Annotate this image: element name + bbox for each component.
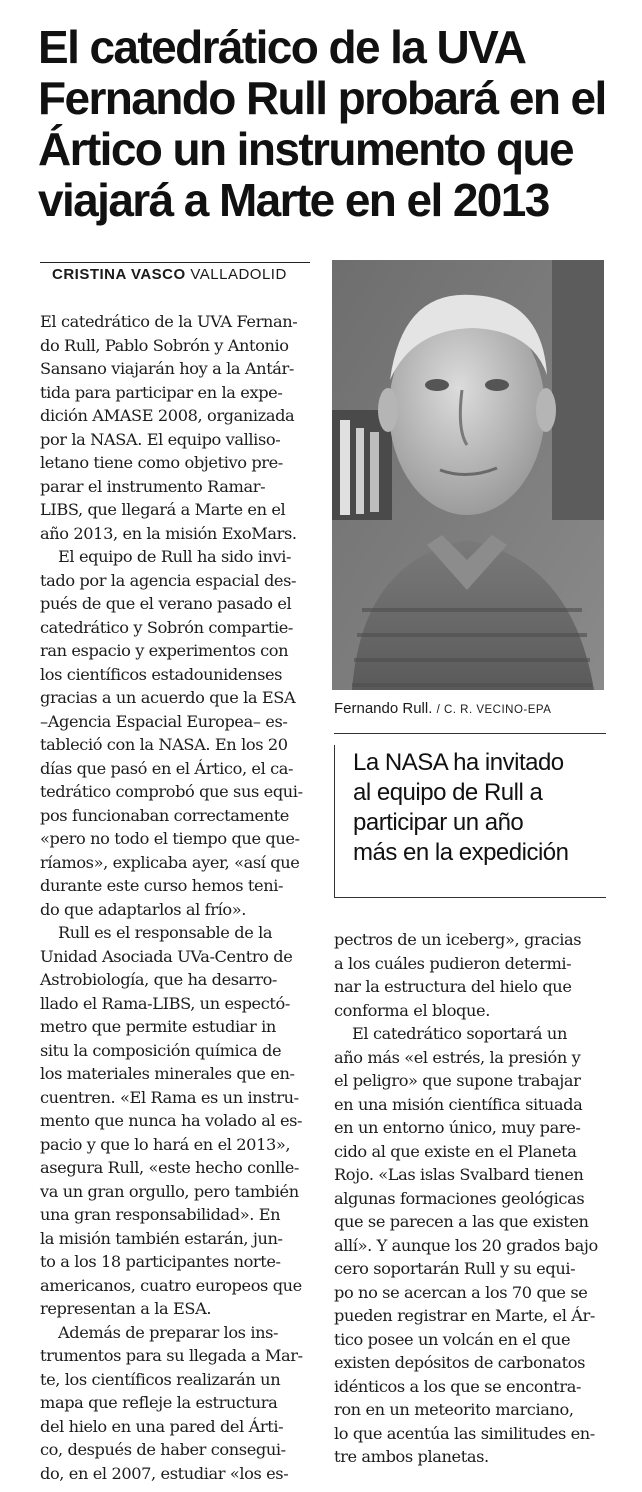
- body-line: existen depósitos de carbonatos: [334, 1353, 585, 1372]
- body-line: va un gran orgullo, pero también: [40, 1181, 299, 1201]
- pullquote: [353, 748, 603, 868]
- body-line: do, en el 2007, estudiar «los es-: [40, 1463, 289, 1483]
- body-line: que se parecen a las que existen: [334, 1212, 589, 1231]
- body-line: LIBS, que llegará a Marte en el: [40, 500, 286, 519]
- body-line: letano tiene como objetivo pre-: [40, 453, 283, 472]
- body-line: idénticos a los que se encontra-: [334, 1376, 582, 1396]
- body-line: do que adaptarlos al frío».: [40, 899, 246, 919]
- article-column-left: [40, 310, 312, 1485]
- pullquote-line: al equipo de Rull a: [353, 779, 543, 806]
- body-line: cido al que existe en el Planeta: [334, 1141, 577, 1161]
- body-line: pueden registrar en Marte, el Ár-: [334, 1306, 595, 1325]
- body-line: do Rull, Pablo Sobrón y Antonio: [40, 335, 289, 355]
- body-line: El catedrático de la UVA Fernan-: [40, 312, 298, 331]
- body-line: Sansano viajarán hoy a la Antár-: [40, 359, 294, 378]
- body-line: durante este curso hemos teni-: [40, 876, 284, 895]
- body-line: asegura Rull, «este hecho conlle-: [40, 1158, 299, 1177]
- body-line: en un entorno único, muy pare-: [334, 1118, 581, 1137]
- pullquote-line: más en la expedición: [353, 839, 569, 866]
- body-line: llado el Rama-LIBS, un espectó-: [40, 993, 290, 1013]
- body-line: año más «el estrés, la presión y: [334, 1047, 581, 1067]
- body-line: tico posee un volcán en el que: [334, 1329, 571, 1349]
- headline-line: El catedrático de la UVA: [38, 21, 526, 73]
- body-line: ran espacio y experimentos con: [40, 641, 289, 660]
- body-line: en una misión científica situada: [334, 1094, 583, 1114]
- body-line: una gran responsabilidad». En: [40, 1205, 281, 1224]
- body-line: dición AMASE 2008, organizada: [40, 406, 295, 425]
- body-line: cuentren. «El Rama es un instru-: [40, 1087, 299, 1107]
- body-line: trumentos para su llegada a Mar-: [40, 1346, 303, 1365]
- body-line: Astrobiología, que ha desarro-: [40, 970, 278, 989]
- byline-rule: [40, 262, 310, 263]
- body-line: parar el instrumento Ramar-: [40, 476, 266, 496]
- body-line: Además de preparar los ins-: [58, 1322, 279, 1342]
- pullquote-line: La NASA ha invitado: [353, 749, 564, 776]
- body-line: pués de que el verano pasado el: [40, 594, 292, 613]
- body-line: El catedrático soportará un: [352, 1024, 567, 1043]
- body-line: año 2013, en la misión ExoMars.: [40, 523, 297, 543]
- headline-line: Ártico un instrumento que: [38, 123, 574, 175]
- body-line: ríamos», explicaba ayer, «así que: [40, 852, 300, 872]
- body-line: «pero no todo el tiempo que que-: [40, 829, 300, 848]
- body-line: Rojo. «Las islas Svalbard tienen: [334, 1165, 584, 1184]
- body-line: Rull es el responsable de la: [58, 923, 273, 942]
- photo-credit: / C. R. VECINO-EPA: [436, 704, 552, 716]
- body-line: te, los científicos realizarán un: [40, 1369, 281, 1389]
- body-line: pectros de un iceberg», gracias: [334, 930, 582, 949]
- portrait-photo: [332, 260, 604, 690]
- body-line: pacio y que lo hará en el 2013»,: [40, 1134, 291, 1154]
- body-line: los materiales minerales que en-: [40, 1064, 295, 1083]
- body-line: los científicos estadounidenses: [40, 664, 283, 684]
- body-line: a los cuáles pudieron determi-: [334, 953, 572, 973]
- body-line: Unidad Asociada UVa-Centro de: [40, 946, 293, 966]
- body-line: representan a la ESA.: [40, 1299, 212, 1318]
- caption-name: Fernando Rull.: [334, 700, 433, 717]
- pullquote-rule-left: [334, 745, 335, 897]
- body-line: la misión también estarán, jun-: [40, 1228, 283, 1248]
- body-line: allí». Y aunque los 20 grados bajo: [334, 1235, 598, 1255]
- body-line: conforma el bloque.: [334, 1000, 490, 1020]
- body-line: pos funcionaban correctamente: [40, 805, 289, 825]
- body-line: del hielo en una pared del Árti-: [40, 1416, 284, 1436]
- byline-location: VALLADOLID: [190, 266, 287, 283]
- byline: [52, 266, 287, 283]
- headline: [38, 22, 628, 226]
- body-line: americanos, cuatro europeos que: [40, 1275, 302, 1295]
- body-line: El equipo de Rull ha sido invi-: [58, 547, 292, 566]
- pullquote-line: participar un año: [353, 809, 524, 836]
- headline-line: viajará a Marte en el 2013: [38, 174, 549, 226]
- photo-caption: [334, 700, 551, 717]
- body-line: metro que permite estudiar in: [40, 1017, 276, 1036]
- body-line: ron en un meteorito marciano,: [334, 1400, 574, 1419]
- byline-author: CRISTINA VASCO: [52, 266, 186, 283]
- body-line: tableció con la NASA. En los 20: [40, 735, 288, 754]
- body-line: tre ambos planetas.: [334, 1447, 489, 1466]
- body-line: cero soportarán Rull y su equi-: [334, 1259, 576, 1278]
- body-line: algunas formaciones geológicas: [334, 1188, 585, 1208]
- body-line: nar la estructura del hielo que: [334, 977, 572, 996]
- body-line: mento que nunca ha volado al es-: [40, 1111, 303, 1130]
- body-line: co, después de haber consegui-: [40, 1440, 286, 1459]
- body-line: tedrático comprobó que sus equi-: [40, 782, 303, 801]
- body-line: gracias a un acuerdo que la ESA: [40, 688, 296, 707]
- body-line: situ la composición química de: [40, 1040, 282, 1060]
- article-column-right: [334, 928, 606, 1469]
- pullquote-rule-bottom: [334, 897, 606, 898]
- body-line: por la NASA. El equipo valliso-: [40, 429, 281, 449]
- body-line: días que pasó en el Ártico, el ca-: [40, 758, 294, 778]
- body-line: tado por la agencia espacial des-: [40, 570, 297, 590]
- body-line: tida para participar en la expe-: [40, 382, 283, 402]
- body-line: el peligro» que supone trabajar: [334, 1071, 581, 1090]
- body-line: to a los 18 participantes norte-: [40, 1252, 281, 1271]
- body-line: po no se acercan a los 70 que se: [334, 1282, 588, 1302]
- body-line: –Agencia Espacial Europea– es-: [40, 711, 288, 731]
- pullquote-rule-top: [334, 733, 606, 734]
- body-line: lo que acentúa las similitudes en-: [334, 1423, 595, 1443]
- body-line: catedrático y Sobrón compartie-: [40, 617, 293, 637]
- headline-line: Fernando Rull probará en el: [38, 72, 606, 124]
- body-line: mapa que refleje la estructura: [40, 1393, 278, 1412]
